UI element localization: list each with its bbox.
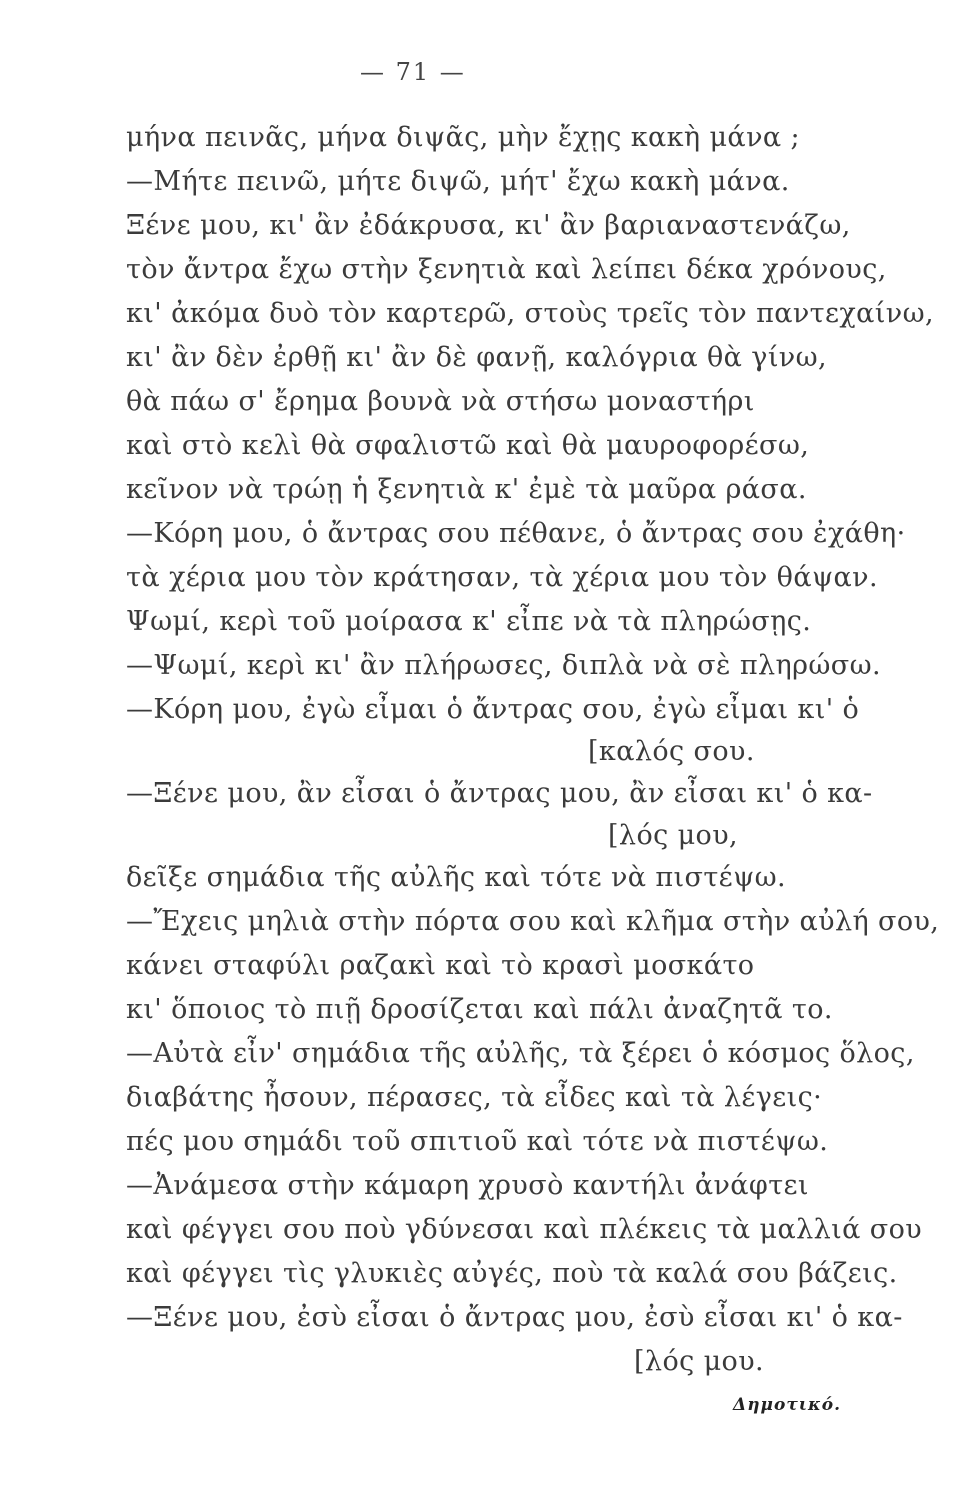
poem-line: καὶ στὸ κελὶ θὰ σφαλιστῶ καὶ θὰ μαυροφορέσω,	[126, 430, 810, 461]
poem-line: —Κόρη μου, ἐγὼ εἶμαι ὁ ἄντρας σου, ἐγὼ εἶμαι κι' ὁ	[126, 694, 860, 725]
poem-line: —Ξένε μου, ἂν εἶσαι ὁ ἄντρας μου, ἂν εἶσαι κι' ὁ κα-	[126, 778, 873, 809]
poem-line: —Ἔχεις μηλιὰ στὴν πόρτα σου καὶ κλῆμα στὴν αὐλή σου,	[126, 906, 940, 937]
poem-line: τὰ χέρια μου τὸν κράτησαν, τὰ χέρια μου τὸν θάψαν.	[126, 562, 878, 593]
poem-line: —Κόρη μου, ὁ ἄντρας σου πέθανε, ὁ ἄντρας σου ἐχάθη·	[126, 518, 906, 549]
poem-line-continuation: [λός μου,	[608, 820, 739, 851]
poem-line: κι' ἂν δὲν ἐρθῇ κι' ἂν δὲ φανῇ, καλόγρια θὰ γίνω,	[126, 342, 828, 373]
poem-line: κι' ἀκόμα δυὸ τὸν καρτερῶ, στοὺς τρεῖς τὸν παντεχαίνω,	[126, 298, 934, 329]
page-number: — 71 —	[360, 58, 466, 86]
poem-line: διαβάτης ἦσουν, πέρασες, τὰ εἶδες καὶ τὰ λέγεις·	[126, 1082, 823, 1113]
poem-line-continuation: [καλός σου.	[588, 736, 755, 767]
poem-line: θὰ πάω σ' ἔρημα βουνὰ νὰ στήσω μοναστήρι	[126, 386, 755, 417]
poem-line: κεῖνον νὰ τρώῃ ἡ ξενητιὰ κ' ἐμὲ τὰ μαῦρα ράσα.	[126, 474, 807, 505]
poem-line-continuation: [λός μου.	[634, 1346, 765, 1377]
poem-line: καὶ φέγγει τὶς γλυκιὲς αὐγές, ποὺ τὰ καλά σου βάζεις.	[126, 1258, 898, 1289]
poem-line: δεῖξε σημάδια τῆς αὐλῆς καὶ τότε νὰ πιστέψω.	[126, 862, 787, 893]
poem-line: —Ψωμί, κερὶ κι' ἂν πλήρωσες, διπλὰ νὰ σὲ πληρώσω.	[126, 650, 882, 681]
poem-line: —Μήτε πεινῶ, μήτε διψῶ, μήτ' ἔχω κακὴ μάνα.	[126, 166, 790, 197]
poem-line: Ξένε μου, κι' ἂν ἐδάκρυσα, κι' ἂν βαριαναστενάζω,	[126, 210, 851, 241]
poem-line: κι' ὅποιος τὸ πιῇ δροσίζεται καὶ πάλι ἀναζητᾶ το.	[126, 994, 833, 1025]
poem-line: —Ξένε μου, ἐσὺ εἶσαι ὁ ἄντρας μου, ἐσὺ εἶσαι κι' ὁ κα-	[126, 1302, 903, 1333]
poem-line: τὸν ἄντρα ἔχω στὴν ξενητιὰ καὶ λείπει δέκα χρόνους,	[126, 254, 887, 285]
poem-line: —Ἀνάμεσα στὴν κάμαρη χρυσὸ καντήλι ἀνάφτει	[126, 1170, 809, 1201]
poem-line: μήνα πεινᾶς, μήνα διψᾶς, μὴν ἔχῃς κακὴ μάνα ;	[126, 122, 800, 153]
poem-line: πές μου σημάδι τοῦ σπιτιοῦ καὶ τότε νὰ πιστέψω.	[126, 1126, 829, 1157]
source-attribution: Δημοτικό.	[733, 1395, 841, 1415]
poem-line: Ψωμί, κερὶ τοῦ μοίρασα κ' εἶπε νὰ τὰ πληρώσῃς.	[126, 606, 812, 637]
poem-line: —Αὐτὰ εἶν' σημάδια τῆς αὐλῆς, τὰ ξέρει ὁ κόσμος ὅλος,	[126, 1038, 915, 1069]
poem-line: κάνει σταφύλι ραζακὶ καὶ τὸ κρασὶ μοσκάτο	[126, 950, 755, 981]
poem-line: καὶ φέγγει σου ποὺ γδύνεσαι καὶ πλέκεις τὰ μαλλιά σου	[126, 1214, 923, 1245]
